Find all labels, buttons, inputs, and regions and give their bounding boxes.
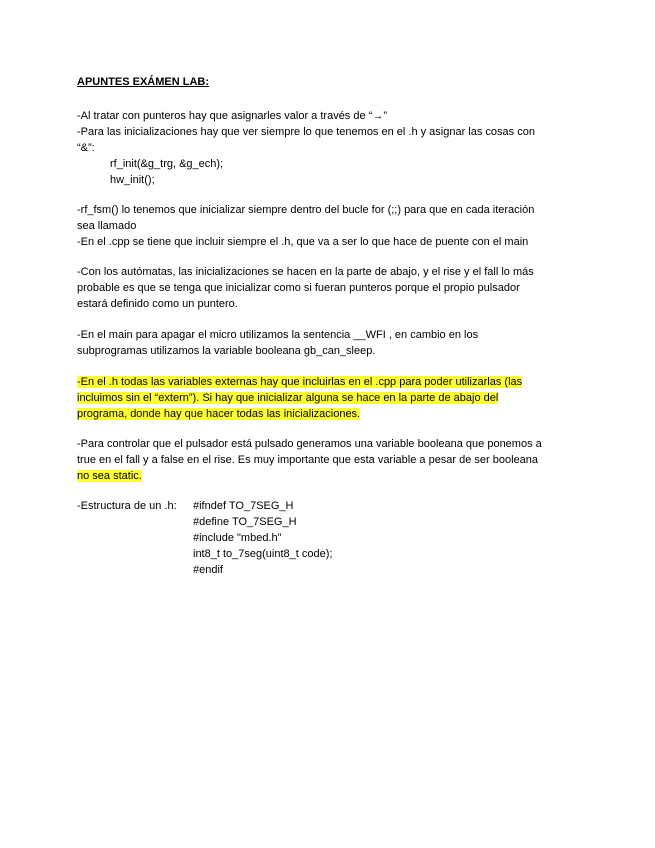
note-line: sea llamado	[77, 220, 137, 232]
note-line: probable es que se tenga que inicializar como si fueran punteros porque el propio pulsador	[77, 282, 520, 294]
note-line: subprogramas utilizamos la variable booleana gb_can_sleep.	[77, 345, 376, 357]
note-line: true en el fall y a false en el rise. Es muy importante que esta variable a pesar de ser booleana	[77, 454, 539, 466]
note-line: -rf_fsm() lo tenemos que inicializar siempre dentro del bucle for (;;) para que en cada iteración	[77, 204, 535, 216]
code-line: #include "mbed.h"	[193, 532, 282, 544]
note-line: -En el .cpp se tiene que incluir siempre el .h, que va a ser lo que hace de puente con el main	[77, 236, 529, 248]
note-line: -En el main para apagar el micro utilizamos la sentencia __WFI , en cambio en los	[77, 329, 479, 341]
highlighted-text: no sea static.	[77, 470, 142, 482]
highlighted-text: programa, donde hay que hacer todas las inicializaciones.	[77, 408, 361, 420]
note-line: -Para controlar que el pulsador está pulsado generamos una variable booleana que ponemos a	[77, 438, 542, 450]
code-line: #define TO_7SEG_H	[193, 516, 297, 528]
highlighted-line	[77, 374, 522, 390]
highlighted-text: incluimos sin el “extern”). Si hay que inicializar alguna se hace en la parte de abajo del	[77, 392, 499, 404]
note-line: -Con los autómatas, las inicializaciones se hacen en la parte de abajo, y el rise y el fall lo más	[77, 266, 534, 278]
code-line: rf_init(&g_trg, &g_ech);	[110, 158, 224, 170]
code-line: #endif	[193, 564, 223, 576]
note-line: estará definido como un puntero.	[77, 298, 238, 310]
note-line: “&”:	[77, 142, 95, 154]
structure-label: -Estructura de un .h:	[77, 500, 177, 512]
note-line: -Al tratar con punteros hay que asignarles valor a través de “→”	[77, 110, 387, 122]
code-line: #ifndef TO_7SEG_H	[193, 500, 294, 512]
note-line: -Para las inicializaciones hay que ver siempre lo que tenemos en el .h y asignar las cosas con	[77, 126, 535, 138]
highlighted-text: -En el .h todas las variables externas hay que incluirlas en el .cpp para poder utilizarlas (las	[77, 376, 523, 388]
document-title: APUNTES EXÁMEN LAB:	[77, 76, 210, 88]
code-line: hw_init();	[110, 174, 155, 186]
highlighted-line	[77, 406, 360, 422]
highlighted-line	[77, 468, 142, 484]
code-line: int8_t to_7seg(uint8_t code);	[193, 548, 333, 560]
highlighted-line	[77, 390, 498, 406]
